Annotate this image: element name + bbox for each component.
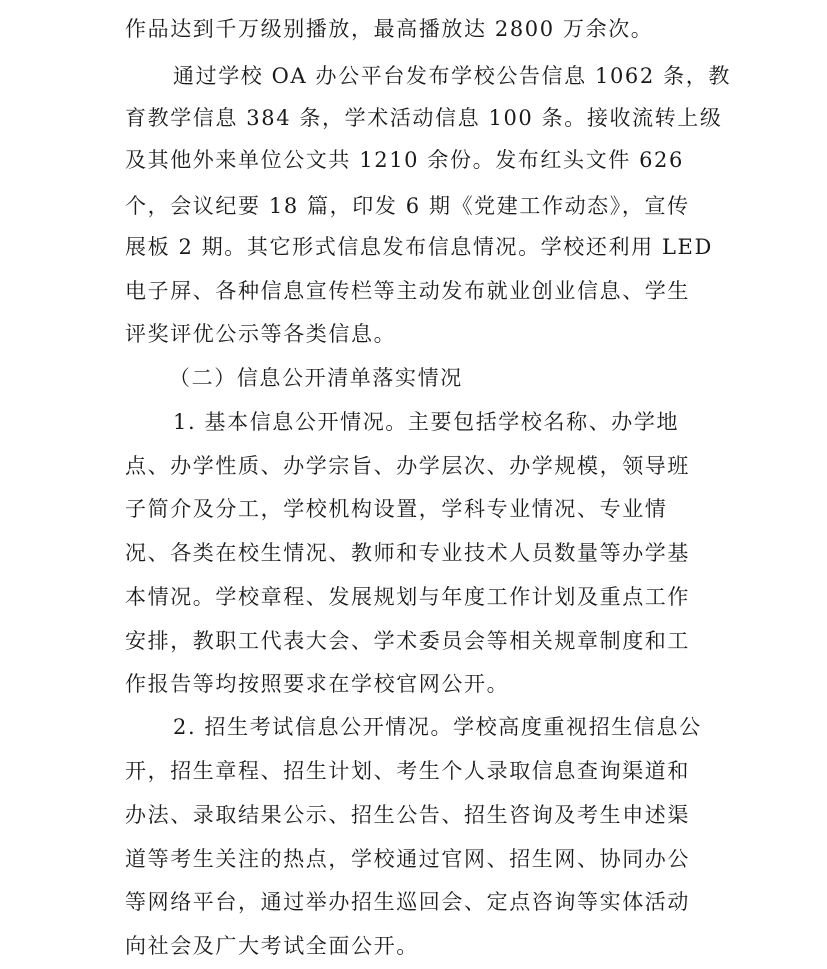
text-line: 通过学校 OA 办公平台发布学校公告信息 1062 条，教 bbox=[173, 64, 731, 88]
text-line: 1. 基本信息公开情况。主要包括学校名称、办学地 bbox=[173, 410, 680, 434]
text-line: 2. 招生考试信息公开情况。学校高度重视招生信息公 bbox=[173, 715, 702, 739]
text-line: 向社会及广大考试全面公开。 bbox=[125, 934, 419, 958]
section-heading: （二）信息公开清单落实情况 bbox=[169, 366, 463, 390]
text-line: 点、办学性质、办学宗旨、办学层次、办学规模，领导班 bbox=[125, 454, 690, 478]
text-line: 育教学信息 384 条，学术活动信息 100 条。接收流转上级 bbox=[125, 106, 723, 130]
text-line: 安排，教职工代表大会、学术委员会等相关规章制度和工 bbox=[125, 629, 690, 653]
text-line: 及其他外来单位公文共 1210 余份。发布红头文件 626 bbox=[125, 148, 684, 172]
text-line: 道等考生关注的热点，学校通过官网、招生网、协同办公 bbox=[125, 847, 690, 871]
text-line: 开，招生章程、招生计划、考生个人录取信息查询渠道和 bbox=[125, 759, 690, 783]
text-line: 展板 2 期。其它形式信息发布信息情况。学校还利用 LED bbox=[125, 235, 713, 259]
text-line: 等网络平台，通过举办招生巡回会、定点咨询等实体活动 bbox=[125, 890, 690, 914]
text-line: 评奖评优公示等各类信息。 bbox=[125, 322, 397, 346]
text-line: 子简介及分工，学校机构设置，学科专业情况、专业情 bbox=[125, 497, 668, 521]
text-line: 作报告等均按照要求在学校官网公开。 bbox=[125, 672, 510, 696]
text-line: 个，会议纪要 18 篇，印发 6 期《党建工作动态》，宣传 bbox=[125, 194, 690, 218]
text-line: 作品达到千万级别播放，最高播放达 2800 万余次。 bbox=[125, 17, 654, 41]
text-line: 办法、录取结果公示、招生公告、招生咨询及考生申述渠 bbox=[125, 803, 690, 827]
text-line: 况、各类在校生情况、教师和专业技术人员数量等办学基 bbox=[125, 541, 690, 565]
text-line: 电子屏、各种信息宣传栏等主动发布就业创业信息、学生 bbox=[125, 279, 690, 303]
text-line: 本情况。学校章程、发展规划与年度工作计划及重点工作 bbox=[125, 585, 690, 609]
